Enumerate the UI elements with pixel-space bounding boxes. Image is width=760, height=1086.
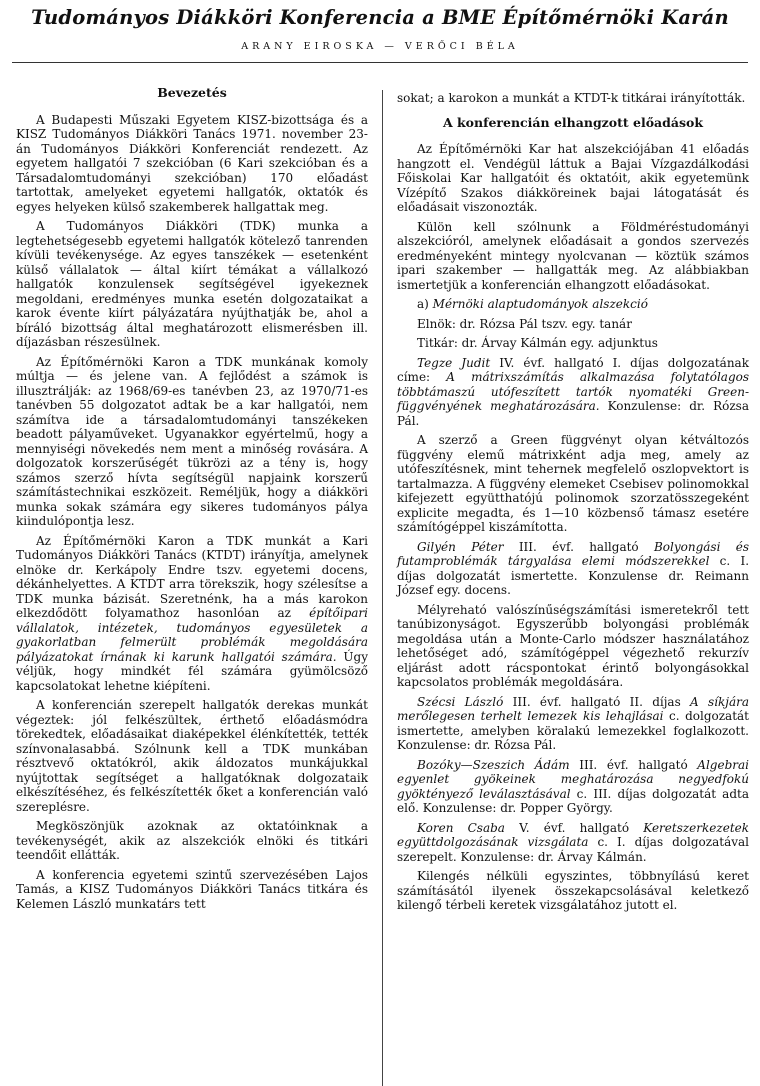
chair-line: Elnök: dr. Rózsa Pál tszv. egy. tanár bbox=[417, 316, 632, 331]
text-run: Az Építőmérnöki Karon a TDK munkát a Kari Tudományos Diákköri Tanács (KTDT) irányítja, amelynek elnöke dr. Kerkápoly Endre tszv. egyetemi docens, dékánhelyettes. A KTDT arra törekszik, hogy szélesítse a TDK munka bázisát. Szeretnénk, ha a más karokon elkezdődött folyamathoz hasonlóan az bbox=[16, 533, 368, 620]
paragraph: A konferencián szerepelt hallgatók derekas munkát végeztek: jól felkészültek, érthető előadásmódra törekedtek, előadásaikat diaképekkel élénkítették, tették színvonalasabbá. Szólnunk kell a TDK munkában résztvevő oktatókról, akik áldozatos munkájukkal nyújtottak segítséget a hallgatóknak dolgozataik elkészítéséhez, és felkészítették őket a konferencián való szereplésre. bbox=[16, 698, 368, 814]
text-run: III. évf. hallgató bbox=[569, 757, 698, 772]
paragraph: Megköszönjük azoknak az oktatóinknak a tevékenységét, akik az alszekciók elnöki és titkári teendőit ellátták. bbox=[16, 819, 368, 862]
presenter-name: Szécsi László bbox=[417, 694, 504, 709]
paper-title: A mátrixszámítás alkalmazása folytatólagos többtámaszú utófeszített tartók nyomatéki Green-függvényének meghatározására. bbox=[397, 370, 750, 413]
paragraph-continuation: sokat; a karokon a munkát a KTDT-k titkárai irányították. bbox=[397, 91, 746, 105]
subsection-label: a) bbox=[417, 297, 429, 311]
paper-title: Bolyongási és futamproblémák tárgyalása elemi módszerekkel bbox=[397, 539, 749, 568]
article-authors: ARANY EIROSKA — VERŐCI BÉLA bbox=[241, 41, 519, 52]
presenter-name: Koren Csaba bbox=[417, 820, 505, 835]
column-divider bbox=[382, 90, 383, 1086]
paragraph: Az Építőmérnöki Kar hat alszekciójában 41 előadás hangzott el. Vendégül láttuk a Bajai Vízgazdálkodási Főiskolai Kar hallgatóit és oktatóit, akik egyetemünk Vízépítő Szakos diákköreinek bajai látogatását és előadásait viszonozták. bbox=[397, 142, 749, 214]
title-rule bbox=[12, 62, 748, 63]
paragraph: A Tudományos Diákköri (TDK) munka a legtehetségesebb egyetemi hallgatók kötelező tanrenden kívüli tevékenysége. Az egyes tanszékek — esetenként külső vállalatok — által kiírt témákat a vállalkozó hallgatók konzulensek segítségével igyekeznek megoldani, eredményes munka esetén dolgozataikat a karok évente kiírt pályázatára nyújthatják be, ahol a bíráló bizottság által meghatározott elismerésben ill. díjazásban részesülnek. bbox=[16, 219, 368, 349]
text-run: c. dolgozatát ismertette, amelyben köralakú lemezekkel foglalkozott. Konzulense: dr. Rózsa Pál. bbox=[397, 709, 749, 752]
paragraph: A konferencia egyetemi szintű szervezésében Lajos Tamás, a KISZ Tudományos Diákköri Tanács titkára és Kelemen László munkatárs tett bbox=[16, 867, 368, 911]
paper-title: Keretszerkezetek együttdolgozásának vizsgálata bbox=[397, 820, 750, 849]
presenter-name: Gilyén Péter bbox=[417, 539, 504, 554]
paper-title: A síkjára merőlegesen terhelt lemezek kis lehajlásai bbox=[397, 694, 750, 723]
text-run: c. I. díjas dolgozatával szerepelt. Konzulense: dr. Árvay Kálmán. bbox=[397, 835, 750, 864]
text-run: III. évf. hallgató II. díjas bbox=[503, 694, 691, 709]
text-run: III. évf. hallgató bbox=[503, 539, 654, 554]
entry bbox=[397, 758, 749, 816]
subsection-heading bbox=[397, 297, 749, 312]
text-run: Konzulense: dr. Rózsa Pál. bbox=[397, 399, 749, 428]
paragraph: A Budapesti Műszaki Egyetem KISZ-bizottsága és a KISZ Tudományos Diákköri Tanács 1971. november 23-án Tudományos Diákköri Konferenciát rendezett. Az egyetem hallgatói 7 szekcióban (6 Kari szekcióban és a Társadalomtudományi szekcióban) 170 előadást tartottak, amelyeket egyetemi hallgatók, oktatók és egyes helyeken külső szakemberek hallgattak meg. bbox=[16, 112, 368, 214]
entry bbox=[397, 695, 749, 753]
italic-emphasis: építőipari vállalatok, intézetek, tudományos egyesületek a gyakorlatban felmerült problémák megoldására pályázatokat írnának ki karunk hallgatói számára. bbox=[16, 606, 368, 664]
paragraph: A szerző a Green függvényt olyan kétváltozós függvény elemű mátrixként adja meg, amely az utófeszítésnek, mint tehernek megfelelő oszlopvektort is tartalmazza. A függvény elemeket Csebisev polinomokkal kifejezett együtthatójú polinomok szorzatösszegeként explicite megadta, és 1—10 közbenső támasz esetére számítógéppel kiszámította. bbox=[397, 433, 749, 534]
article-title: Tudományos Diákköri Konferencia a BME Építőmérnöki Karán bbox=[31, 6, 729, 29]
left-column bbox=[16, 86, 368, 916]
text-run: c. III. díjas dolgozatát adta elő. Konzulense: dr. Popper György. bbox=[397, 786, 749, 815]
secretary-line: Titkár: dr. Árvay Kálmán egy. adjunktus bbox=[417, 336, 658, 350]
paragraph: Az Építőmérnöki Karon a TDK munkának komoly múltja — és jelene van. A fejlődést a számok is illusztrálják: az 1968/69-es tanévben 23, az 1970/71-es tanévben 55 dolgozatot adtak be a kar hallgatói, nem számítva ide a társadalomtudományi tanszékeken beadott pályaműveket. Ugyanakkor egyértelmű, hogy a mennyiségi növekedés nem ment a minőség rovására. A dolgozatok korszerűségét tükrözi az a tény is, hogy számos szerző hívta segítségül napjaink korszerű számítástechnikai eszközeit. Reméljük, hogy a diákköri munka sokak számára egy sikeres tudományos pálya kiindulópontja lesz. bbox=[16, 354, 368, 528]
entry bbox=[397, 540, 749, 598]
right-column bbox=[397, 91, 749, 918]
paragraph: Mélyreható valószínűségszámítási ismeretekről tett tanúbizonyságot. Egyszerűbb bolyongási problémák megoldása után a Monte-Carlo módszer használatához lehetőséget adó, számítógéppel végezhető rekurzív eljárást adott rácspontokat érintő bolyongásokkal kapcsolatos problémák megoldására. bbox=[397, 602, 749, 689]
entry bbox=[397, 356, 749, 429]
text-run: V. évf. hallgató bbox=[504, 820, 644, 835]
entry bbox=[397, 821, 749, 865]
subsection-title: Mérnöki alaptudományok alszekció bbox=[432, 297, 648, 311]
text-run: IV. évf. hallgató I. díjas dolgozatának címe: bbox=[397, 355, 749, 384]
text-run: Úgy véljük, hogy mindkét fél számára gyümölcsöző kapcsolatokat lehetne kiépíteni. bbox=[16, 649, 369, 693]
presenter-name: Bozóky—Szeszich Ádám bbox=[417, 757, 570, 772]
text-run: c. I. díjas dolgozatát ismertette. Konzulense dr. Reimann József egy. docens. bbox=[397, 554, 750, 597]
section-heading-introduction: Bevezetés bbox=[157, 85, 227, 100]
paper-title: Algebrai egyenlet gyökeinek meghatározása negyedfokú gyöktényező leválasztásával bbox=[397, 757, 749, 801]
paragraph: Kilengés nélküli egyszintes, többnyílású keret számításától ilyenek összekapcsolásával keletkező kilengő térbeli keretek vizsgálatához jutott el. bbox=[397, 869, 749, 912]
paragraph: Külön kell szólnunk a Földméréstudományi alszekcióról, amelynek előadásait a gondos szervezés eredményeként mintegy nyolcvanan — köztük számos ipari szakember — hallgatták meg. Az alábbiakban ismertetjük a konferencián elhangzott előadásokat. bbox=[397, 219, 749, 292]
section-heading-presentations: A konferencián elhangzott előadások bbox=[442, 114, 704, 130]
paragraph bbox=[16, 534, 368, 694]
presenter-name: Tegze Judit bbox=[417, 355, 491, 370]
